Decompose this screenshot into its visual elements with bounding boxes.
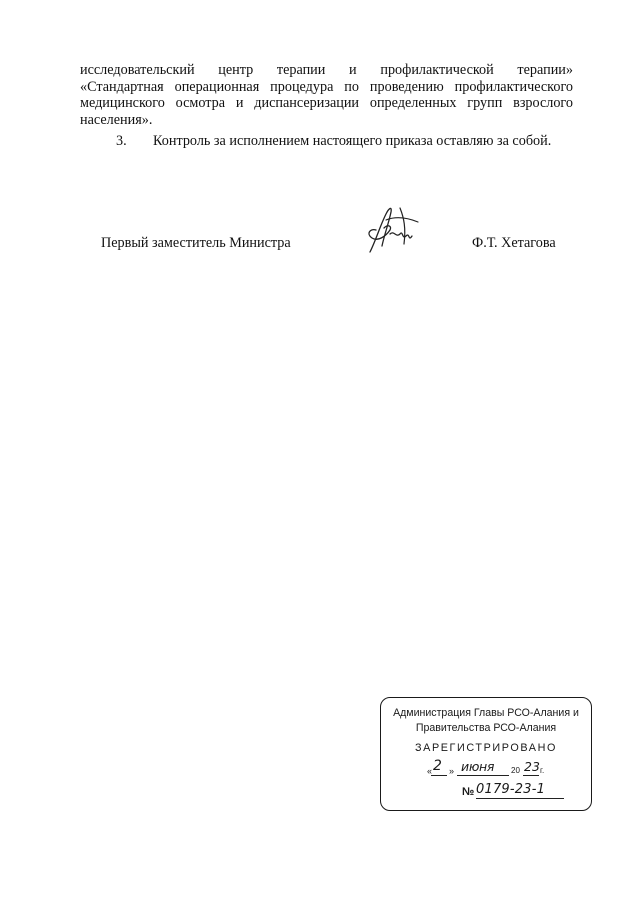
- handwritten-signature: [356, 200, 436, 260]
- number-sign: №: [462, 786, 475, 798]
- paragraph-line: населения».: [80, 111, 153, 128]
- registration-number-value: 0179-23-1: [476, 782, 546, 797]
- stamp-registered-label: ЗАРЕГИСТРИРОВАНО: [415, 742, 557, 754]
- date-open-quote: «: [427, 766, 433, 776]
- number-underline: [476, 798, 564, 799]
- order-item-3: [116, 133, 551, 150]
- signatory-name: Ф.Т. Хетагова: [472, 235, 556, 251]
- stamp-authority-line1: Администрация Главы РСО-Алания и: [393, 707, 579, 719]
- month-underline: [457, 775, 509, 776]
- item-text: Контроль за исполнением настоящего приказа оставляю за собой.: [153, 133, 552, 149]
- order-paragraph: [80, 62, 573, 128]
- day-underline: [431, 775, 447, 776]
- year-underline: [523, 775, 539, 776]
- date-year-prefix: 20: [511, 766, 520, 775]
- date-year-unit: г.: [540, 766, 545, 775]
- paragraph-line: медицинского осмотра и диспансеризации определенных групп взрослого: [80, 95, 573, 112]
- date-month: июня: [461, 759, 495, 774]
- date-close-quote: »: [449, 766, 455, 776]
- date-day: 2: [433, 758, 442, 774]
- stamp-authority-line2: Правительства РСО-Алания: [415, 722, 557, 734]
- paragraph-line: исследовательский центр терапии и профилактической терапии»: [80, 62, 573, 78]
- stamp-date: [427, 760, 567, 780]
- paragraph-line: «Стандартная операционная процедура по проведению профилактического: [80, 78, 573, 95]
- registration-stamp: [380, 697, 592, 811]
- stamp-registration-number: [462, 782, 582, 802]
- signatory-title: Первый заместитель Министра: [101, 235, 291, 251]
- item-number: 3.: [116, 133, 127, 149]
- date-year-suffix: 23: [524, 759, 540, 774]
